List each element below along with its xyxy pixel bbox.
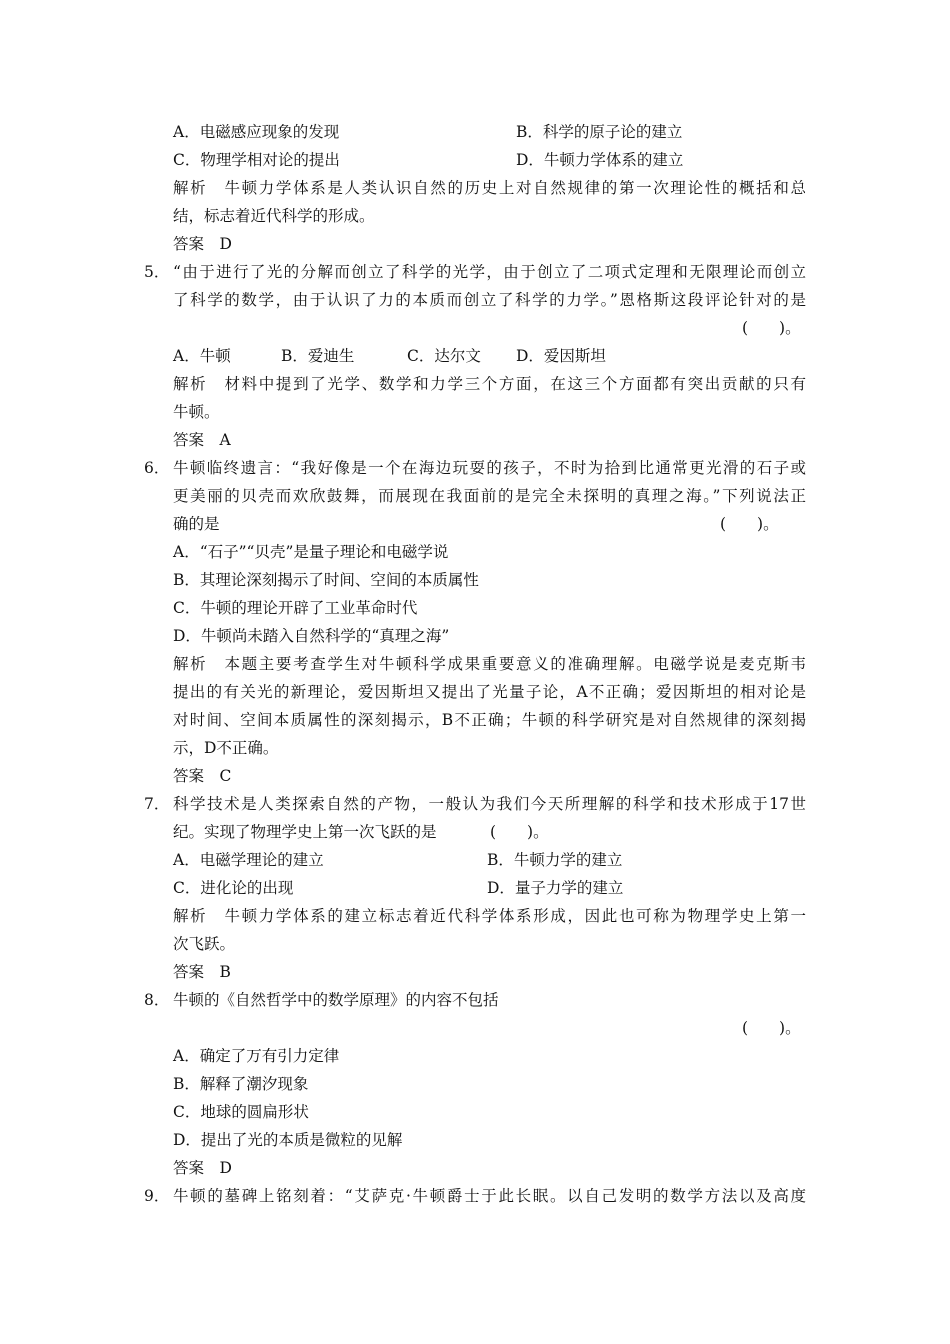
q4-option-b: B．科学的原子论的建立 (516, 123, 683, 141)
q6-number: 6． (144, 459, 170, 477)
q5-option-c: C．达尔文 (407, 347, 481, 365)
q8-answer-blank: ( )。 (742, 1019, 801, 1037)
q4-option-a: A．电磁感应现象的发现 (173, 123, 340, 141)
q6-option-d: D．牛顿尚未踏入自然科学的“真理之海” (173, 627, 450, 645)
q4-option-c: C．物理学相对论的提出 (173, 151, 340, 169)
q7-option-d: D．量子力学的建立 (487, 879, 624, 897)
q5-number: 5． (144, 263, 170, 281)
q8-option-c: C．地球的圆扁形状 (173, 1103, 309, 1121)
q7-analysis-line: 次飞跃。 (173, 935, 236, 953)
q7-answer: 答案 B (173, 963, 231, 981)
q6-option-a: A．“石子”“贝壳”是量子理论和电磁学说 (173, 543, 449, 561)
q4-option-d: D．牛顿力学体系的建立 (516, 151, 684, 169)
q4-analysis-line: 结，标志着近代科学的形成。 (173, 207, 375, 225)
q7-stem-line: 纪。实现了物理学史上第一次飞跃的是 (173, 823, 437, 841)
q7-option-a: A．电磁学理论的建立 (173, 851, 324, 869)
q7-option-c: C．进化论的出现 (173, 879, 294, 897)
q6-analysis-line: 解析 本题主要考查学生对牛顿科学成果重要意义的准确理解。电磁学说是麦克斯韦 (173, 655, 806, 673)
q7-answer-blank: ( )。 (490, 823, 549, 841)
q8-stem: 牛顿的《自然哲学中的数学原理》的内容不包括 (173, 991, 499, 1009)
q4-answer: 答案 D (173, 235, 232, 253)
q4-analysis-line: 解析 牛顿力学体系是人类认识自然的历史上对自然规律的第一次理论性的概括和总 (173, 179, 806, 197)
q6-analysis-line: 对时间、空间本质属性的深刻揭示，B不正确；牛顿的科学研究是对自然规律的深刻揭 (173, 711, 806, 729)
q8-answer: 答案 D (173, 1159, 232, 1177)
q8-option-a: A．确定了万有引力定律 (173, 1047, 340, 1065)
q5-stem-line: 了科学的数学，由于认识了力的本质而创立了科学的力学。”恩格斯这段评论针对的是 (173, 291, 806, 309)
q6-answer: 答案 C (173, 767, 232, 785)
q5-option-a: A．牛顿 (173, 347, 231, 365)
q9-number: 9． (144, 1187, 170, 1205)
q6-stem-line: 牛顿临终遗言：“我好像是一个在海边玩耍的孩子，不时为拾到比通常更光滑的石子或 (173, 459, 806, 477)
q6-stem-line: 更美丽的贝壳而欢欣鼓舞，而展现在我面前的是完全未探明的真理之海。”下列说法正 (173, 487, 806, 505)
q6-analysis-line: 示，D不正确。 (173, 739, 279, 757)
q5-answer-blank: ( )。 (742, 319, 801, 337)
q6-option-b: B．其理论深刻揭示了时间、空间的本质属性 (173, 571, 479, 589)
q8-number: 8． (144, 991, 170, 1009)
q5-stem-line: “由于进行了光的分解而创立了科学的光学，由于创立了二项式定理和无限理论而创立 (173, 263, 806, 281)
q6-answer-blank: ( )。 (720, 515, 779, 533)
q9-stem: 牛顿的墓碑上铭刻着：“艾萨克·牛顿爵士于此长眠。以自己发明的数学方法以及高度 (173, 1187, 806, 1205)
q7-number: 7． (144, 795, 170, 813)
q8-option-d: D．提出了光的本质是微粒的见解 (173, 1131, 403, 1149)
q5-option-b: B．爱迪生 (281, 347, 355, 365)
q7-stem-line: 科学技术是人类探索自然的产物，一般认为我们今天所理解的科学和技术形成于17世 (173, 795, 806, 813)
q5-answer: 答案 A (173, 431, 231, 449)
q5-analysis-line: 牛顿。 (173, 403, 220, 421)
q8-option-b: B．解释了潮汐现象 (173, 1075, 309, 1093)
q7-analysis-line: 解析 牛顿力学体系的建立标志着近代科学体系形成，因此也可称为物理学史上第一 (173, 907, 806, 925)
q7-option-b: B．牛顿力学的建立 (487, 851, 623, 869)
q6-analysis-line: 提出的有关光的新理论，爱因斯坦又提出了光量子论，A不正确；爱因斯坦的相对论是 (173, 683, 806, 701)
q5-option-d: D．爱因斯坦 (516, 347, 606, 365)
q6-option-c: C．牛顿的理论开辟了工业革命时代 (173, 599, 418, 617)
q5-analysis-line: 解析 材料中提到了光学、数学和力学三个方面，在这三个方面都有突出贡献的只有 (173, 375, 806, 393)
q6-stem-line: 确的是 (173, 515, 220, 533)
